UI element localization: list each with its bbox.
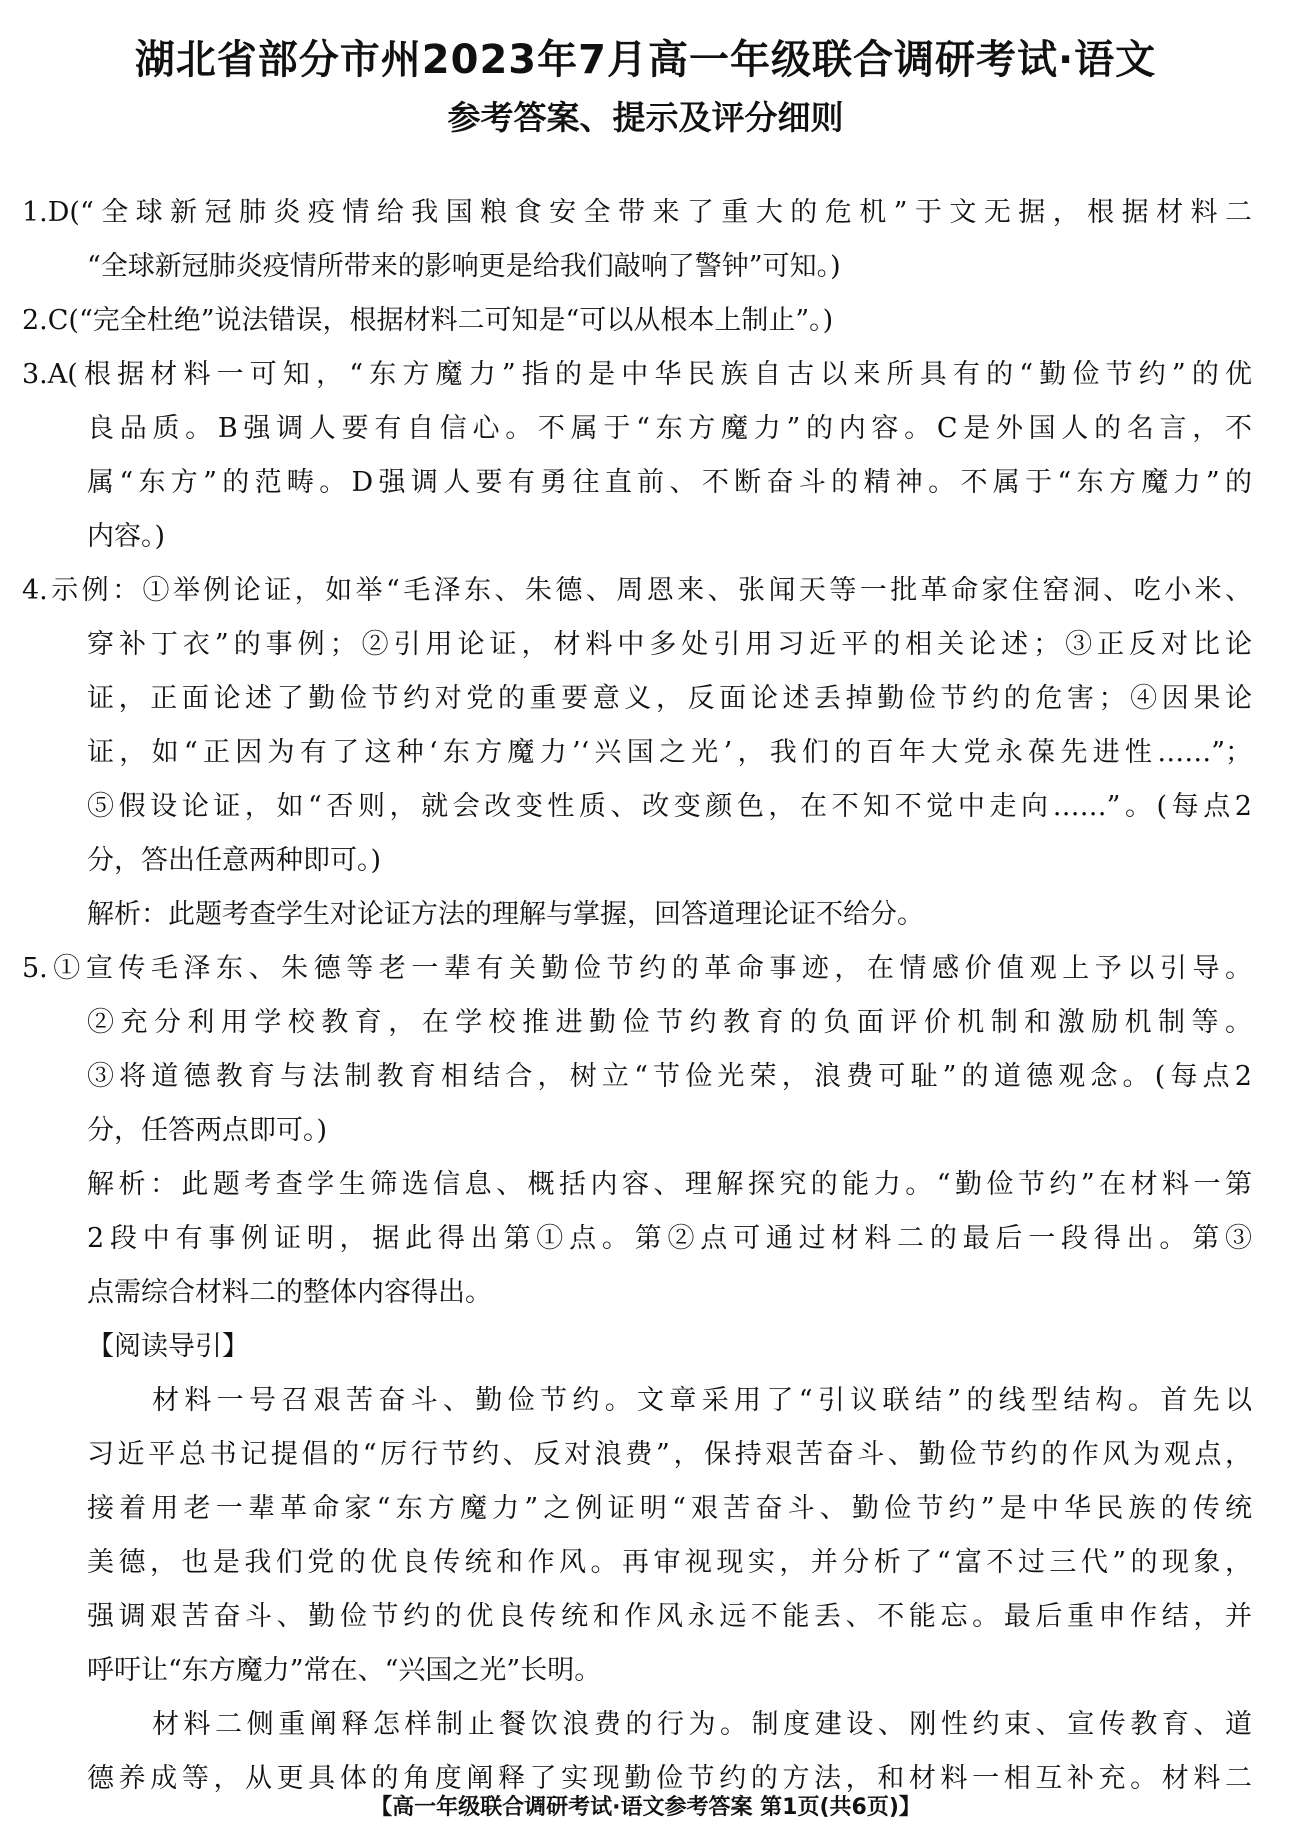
- text-line: [22, 294, 1252, 348]
- reading-guide-heading: 【阅读导引】: [87, 1331, 249, 1362]
- q5-analysis-line: 解析：此题考查学生筛选信息、概括内容、理解探究的能力。“勤俭节约”在材料一第: [87, 1169, 1252, 1200]
- q3-answer-line: 3.A(根据材料一可知，“东方魔力”指的是中华民族自古以来所具有的“勤俭节约”的优: [22, 359, 1252, 390]
- q4-answer-line: 证，正面论述了勤俭节约对党的重要意义，反面论述丢掉勤俭节约的危害；④因果论: [87, 683, 1252, 714]
- text-line: [22, 1644, 1252, 1698]
- q4-answer-line: 穿补丁衣”的事例；②引用论证，材料中多处引用习近平的相关论述；③正反对比论: [87, 629, 1252, 660]
- reading-guide-line: 强调艰苦奋斗、勤俭节约的优良传统和作风永远不能丢、不能忘。最后重申作结，并: [87, 1601, 1252, 1632]
- q4-analysis-line: 解析：此题考查学生对论证方法的理解与掌握，回答道理论证不给分。: [87, 899, 924, 930]
- page-title: 湖北省部分市州2023年7月高一年级联合调研考试·语文: [134, 37, 1157, 83]
- text-line: [22, 186, 1252, 240]
- text-line: [22, 1482, 1252, 1536]
- text-line: [22, 672, 1252, 726]
- q2-answer-line: 2.C(“完全杜绝”说法错误，根据材料二可知是“可以从根本上制止”。): [22, 305, 834, 336]
- text-line: [22, 1590, 1252, 1644]
- q4-answer-line: 证，如“正因为有了这种‘东方魔力’‘兴国之光’，我们的百年大党永葆先进性……”；: [87, 737, 1252, 768]
- text-line: [22, 1158, 1252, 1212]
- reading-guide-line: 呼吁让“东方魔力”常在、“兴国之光”长明。: [87, 1655, 602, 1686]
- q1-answer-line: “全球新冠肺炎疫情所带来的影响更是给我们敲响了警钟”可知。): [87, 251, 841, 282]
- q3-answer-line: 属“东方”的范畴。D强调人要有勇往直前、不断奋斗的精神。不属于“东方魔力”的: [87, 467, 1252, 498]
- q5-analysis-line: 点需综合材料二的整体内容得出。: [87, 1277, 492, 1308]
- text-line: [22, 564, 1252, 618]
- q5-answer-line: 分，任答两点即可。): [87, 1115, 328, 1146]
- q5-answer-line: ②充分利用学校教育，在学校推进勤俭节约教育的负面评价机制和激励机制等。: [87, 1007, 1252, 1038]
- answer-content: [22, 186, 1252, 1806]
- q1-answer-line: 1.D(“全球新冠肺炎疫情给我国粮食安全带来了重大的危机”于文无据，根据材料二: [22, 197, 1252, 228]
- text-line: [22, 1212, 1252, 1266]
- q4-answer-line: 4.示例：①举例论证，如举“毛泽东、朱德、周恩来、张闻天等一批革命家住窑洞、吃小米、: [22, 575, 1252, 606]
- reading-guide-line: 材料二侧重阐释怎样制止餐饮浪费的行为。制度建设、刚性约束、宣传教育、道: [152, 1709, 1252, 1740]
- text-line: [22, 726, 1252, 780]
- text-line: [22, 240, 1252, 294]
- text-line: [22, 834, 1252, 888]
- reading-guide-line: 德养成等，从更具体的角度阐释了实现勤俭节约的方法，和材料一相互补充。材料二: [87, 1763, 1252, 1794]
- q5-analysis-line: 2段中有事例证明，据此得出第①点。第②点可通过材料二的最后一段得出。第③: [87, 1223, 1252, 1254]
- page-footer: 【高一年级联合调研考试·语文参考答案 第1页(共6页)】: [370, 1795, 921, 1820]
- text-line: [22, 1320, 1252, 1374]
- reading-guide-line: 习近平总书记提倡的“厉行节约、反对浪费”，保持艰苦奋斗、勤俭节约的作风为观点，: [87, 1439, 1252, 1470]
- text-line: [22, 510, 1252, 564]
- text-line: [22, 996, 1252, 1050]
- text-line: [22, 1050, 1252, 1104]
- text-line: [22, 1428, 1252, 1482]
- text-line: [22, 618, 1252, 672]
- page-subtitle: 参考答案、提示及评分细则: [447, 98, 844, 137]
- text-line: [22, 456, 1252, 510]
- text-line: [22, 348, 1252, 402]
- reading-guide-line: 材料一号召艰苦奋斗、勤俭节约。文章采用了“引议联结”的线型结构。首先以: [152, 1385, 1252, 1416]
- text-line: [22, 942, 1252, 996]
- text-line: [22, 1374, 1252, 1428]
- q3-answer-line: 内容。): [87, 521, 166, 552]
- text-line: [22, 402, 1252, 456]
- text-line: [22, 1536, 1252, 1590]
- text-line: [22, 1104, 1252, 1158]
- q5-answer-line: ③将道德教育与法制教育相结合，树立“节俭光荣，浪费可耻”的道德观念。(每点2: [87, 1061, 1252, 1092]
- q3-answer-line: 良品质。B强调人要有自信心。不属于“东方魔力”的内容。C是外国人的名言，不: [87, 413, 1252, 444]
- text-line: [22, 1266, 1252, 1320]
- q5-answer-line: 5.①宣传毛泽东、朱德等老一辈有关勤俭节约的革命事迹，在情感价值观上予以引导。: [22, 953, 1252, 984]
- text-line: [22, 888, 1252, 942]
- reading-guide-line: 美德，也是我们党的优良传统和作风。再审视现实，并分析了“富不过三代”的现象，: [87, 1547, 1252, 1578]
- q4-answer-line: 分，答出任意两种即可。): [87, 845, 382, 876]
- text-line: [22, 780, 1252, 834]
- text-line: [22, 1698, 1252, 1752]
- reading-guide-line: 接着用老一辈革命家“东方魔力”之例证明“艰苦奋斗、勤俭节约”是中华民族的传统: [87, 1493, 1252, 1524]
- q4-answer-line: ⑤假设论证，如“否则，就会改变性质、改变颜色，在不知不觉中走向……”。(每点2: [87, 791, 1252, 822]
